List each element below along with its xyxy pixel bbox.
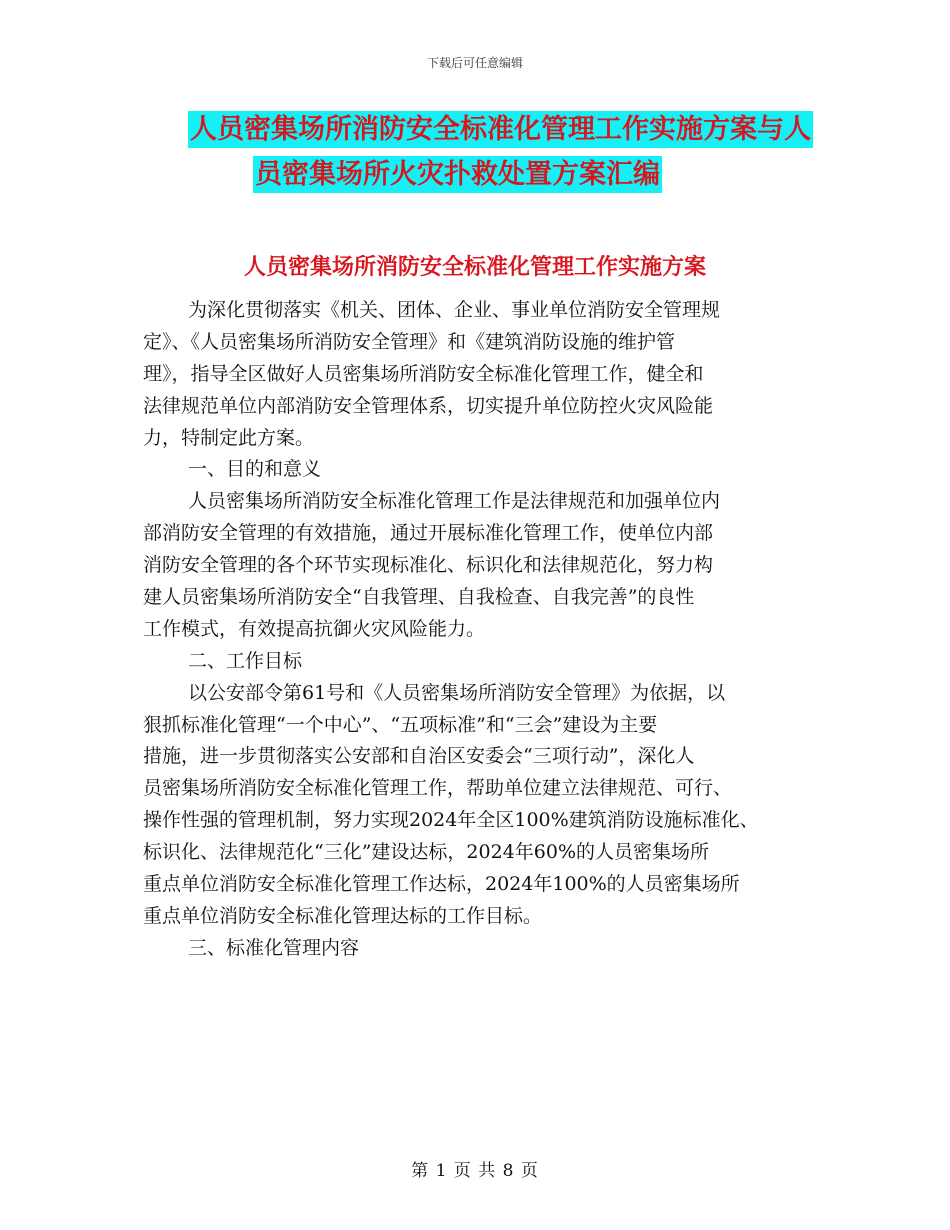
paragraph [143, 454, 823, 484]
paragraph [143, 646, 823, 676]
text-line: 二、工作目标 [188, 649, 303, 672]
text-line: 消防安全管理的各个环节实现标准化、标识化和法律规范化，努力构 [143, 554, 714, 577]
text-line: 为深化贯彻落实《机关、团体、企业、事业单位消防安全管理规 [188, 299, 721, 321]
text-line: 人员密集场所消防安全标准化管理工作是法律规范和加强单位内 [188, 490, 721, 513]
main-title-line-2-text: 员密集场所火灾扑救处置方案汇编 [253, 156, 662, 193]
paragraph [143, 486, 823, 644]
text-line: 一、目的和意义 [188, 458, 322, 481]
paragraph [143, 295, 823, 453]
main-title-line-2 [253, 158, 662, 192]
footer-current-page: 1 [435, 1161, 448, 1181]
main-title-line-1-text: 人员密集场所消防安全标准化管理工作实施方案与人 [188, 111, 813, 148]
footer-label-page: 第 [411, 1161, 430, 1181]
text-line: 定》、《人员密集场所消防安全管理》和《建筑消防设施的维护管 [143, 330, 676, 353]
text-line: 工作模式，有效提高抗御火灾风险能力。 [143, 617, 486, 640]
text-line: 重点单位消防安全标准化管理工作达标，2024年100%的人员密集场所 [143, 873, 740, 896]
text-line: 标识化、法律规范化“三化”建设达标，2024年60%的人员密集场所 [143, 841, 710, 864]
document-body [143, 295, 823, 965]
text-line: 措施，进一步贯彻落实公安部和自治区安委会“三项行动”，深化人 [143, 745, 695, 768]
paragraph [143, 678, 823, 931]
footer-label-total: 共 [478, 1161, 497, 1181]
text-line: 操作性强的管理机制，努力实现2024年全区100%建筑消防设施标准化、 [143, 809, 759, 832]
text-line: 建人员密集场所消防安全“自我管理、自我检查、自我完善”的良性 [143, 586, 695, 609]
text-line: 以公安部令第61号和《人员密集场所消防安全管理》为依据，以 [188, 681, 726, 704]
text-line: 员密集场所消防安全标准化管理工作，帮助单位建立法律规范、可行、 [143, 777, 733, 800]
paragraph [143, 933, 823, 963]
footer-label-unit: 页 [453, 1161, 472, 1181]
text-line: 狠抓标准化管理“一个中心”、“五项标准”和“三会”建设为主要 [143, 713, 658, 736]
text-line: 三、标准化管理内容 [188, 936, 360, 959]
text-line: 重点单位消防安全标准化管理达标的工作目标。 [143, 904, 543, 927]
section-title: 人员密集场所消防安全标准化管理工作实施方案 [243, 255, 706, 280]
header-note: 下载后可任意编辑 [426, 56, 523, 70]
footer-total-pages: 8 [502, 1161, 515, 1181]
text-line: 法律规范单位内部消防安全管理体系，切实提升单位防控火灾风险能 [143, 394, 714, 417]
text-line: 力，特制定此方案。 [143, 426, 315, 449]
footer-label-unit2: 页 [520, 1161, 539, 1181]
text-line: 部消防安全管理的有效措施，通过开展标准化管理工作，使单位内部 [143, 522, 714, 545]
page-footer [0, 1156, 950, 1181]
text-line: 理》，指导全区做好人员密集场所消防安全标准化管理工作，健全和 [143, 362, 704, 385]
main-title-line-1 [188, 113, 813, 147]
